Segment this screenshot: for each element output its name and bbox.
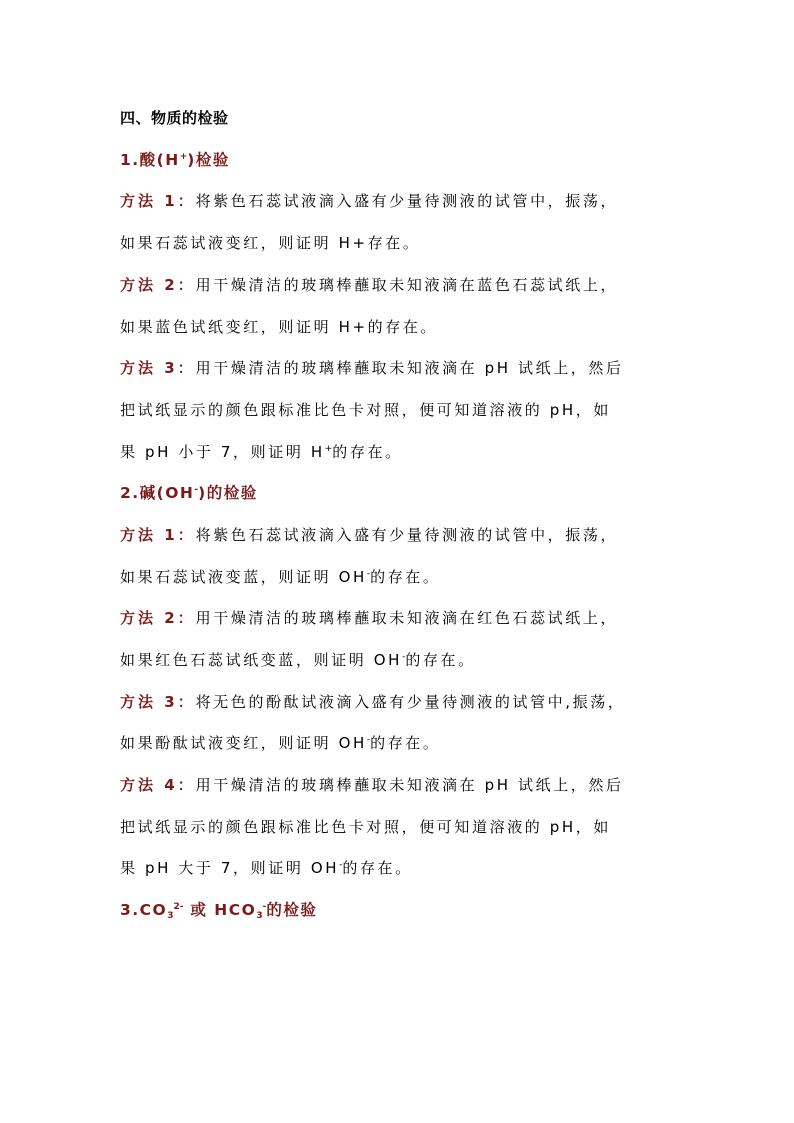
method-label: 方法 4： — [120, 776, 196, 794]
base-method-1-line-1: 方法 1：将紫色石蕊试液滴入盛有少量待测液的试管中，振荡， — [120, 526, 619, 544]
base-method-3-line-2: 如果酚酞试液变红，则证明 OH-的存在。 — [120, 734, 441, 752]
carbonate-test-heading: $3.CO_3^{2-}$ 或 $HCO_3^-$的检验 — [120, 901, 318, 921]
acid-method-1-line-2: 如果石蕊试液变红，则证明 H+存在。 — [120, 234, 421, 252]
section-title: 四、物质的检验 — [120, 109, 229, 127]
base-method-2-line-1: 方法 2：用干燥清洁的玻璃棒蘸取未知液滴在红色石蕊试纸上， — [120, 609, 619, 627]
base-method-2-line-2: 如果红色石蕊试纸变蓝，则证明 OH-的存在。 — [120, 651, 476, 669]
method-label: 方法 3： — [120, 359, 196, 377]
acid-method-2-line-2: 如果蓝色试纸变红，则证明 H+的存在。 — [120, 318, 439, 336]
acid-method-1-line-1: 方法 1：将紫色石蕊试液滴入盛有少量待测液的试管中，振荡， — [120, 192, 619, 210]
acid-method-3-line-1: 方法 3：用干燥清洁的玻璃棒蘸取未知液滴在 pH 试纸上，然后 — [120, 359, 624, 377]
acid-method-2-line-1: 方法 2：用干燥清洁的玻璃棒蘸取未知液滴在蓝色石蕊试纸上， — [120, 276, 619, 294]
base-method-1-line-2: 如果石蕊试液变蓝，则证明 OH-的存在。 — [120, 568, 441, 586]
base-method-4-line-1: 方法 4：用干燥清洁的玻璃棒蘸取未知液滴在 pH 试纸上，然后 — [120, 776, 624, 794]
method-label: 方法 2： — [120, 609, 196, 627]
acid-test-heading: 1.酸(H+)检验 — [120, 151, 230, 169]
base-method-4-line-3: 果 pH 大于 7，则证明 OH-的存在。 — [120, 859, 413, 877]
method-label: 方法 3： — [120, 693, 196, 711]
method-label: 方法 1： — [120, 526, 196, 544]
method-label: 方法 2： — [120, 276, 196, 294]
method-label: 方法 1： — [120, 192, 196, 210]
base-test-heading: 2.碱(OH-)的检验 — [120, 484, 258, 502]
acid-method-3-line-3: 果 pH 小于 7，则证明 H+的存在。 — [120, 443, 403, 461]
acid-method-3-line-2: 把试纸显示的颜色跟标准比色卡对照，便可知道溶液的 pH，如 — [120, 401, 611, 419]
base-method-4-line-2: 把试纸显示的颜色跟标准比色卡对照，便可知道溶液的 pH，如 — [120, 818, 611, 836]
base-method-3-line-1: 方法 3：将无色的酚酞试液滴入盛有少量待测液的试管中,振荡， — [120, 693, 626, 711]
